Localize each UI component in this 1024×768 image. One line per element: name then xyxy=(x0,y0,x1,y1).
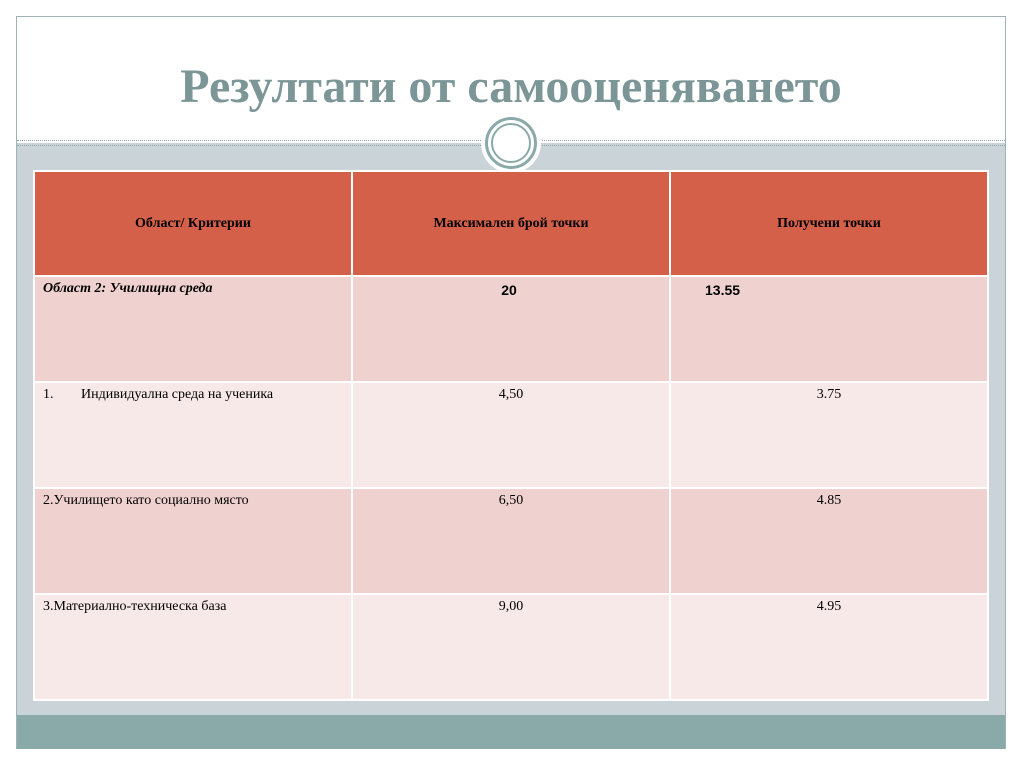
results-table xyxy=(33,170,989,701)
table-header-row xyxy=(34,171,988,276)
criterion-label: 3.Материално-техническа база xyxy=(34,594,352,700)
header-max-points: Максимален брой точки xyxy=(352,171,670,276)
slide-title: Резултати от самооценяването xyxy=(180,60,842,113)
area-received-points: 13.55 xyxy=(670,276,988,382)
area-max-points: 20 xyxy=(352,276,670,382)
criterion-label: 2.Училището като социално място xyxy=(34,488,352,594)
criterion-max-points: 4,50 xyxy=(352,382,670,488)
criterion-label xyxy=(34,382,352,488)
circle-ornament-inner xyxy=(491,123,531,163)
criterion-number: 1. xyxy=(43,387,54,402)
criterion-received-points: 3.75 xyxy=(670,382,988,488)
area-label: Област 2: Училищна среда xyxy=(34,276,352,382)
criterion-received-points: 4.85 xyxy=(670,488,988,594)
criterion-text: Индивидуална среда на ученика xyxy=(81,387,274,402)
table-row xyxy=(34,488,988,594)
criterion-max-points: 9,00 xyxy=(352,594,670,700)
header-received-points: Получени точки xyxy=(670,171,988,276)
footer-bar xyxy=(17,715,1005,749)
table-row xyxy=(34,382,988,488)
table-row-area xyxy=(34,276,988,382)
header-criteria: Област/ Критерии xyxy=(34,171,352,276)
criterion-max-points: 6,50 xyxy=(352,488,670,594)
criterion-received-points: 4.95 xyxy=(670,594,988,700)
table-row xyxy=(34,594,988,700)
